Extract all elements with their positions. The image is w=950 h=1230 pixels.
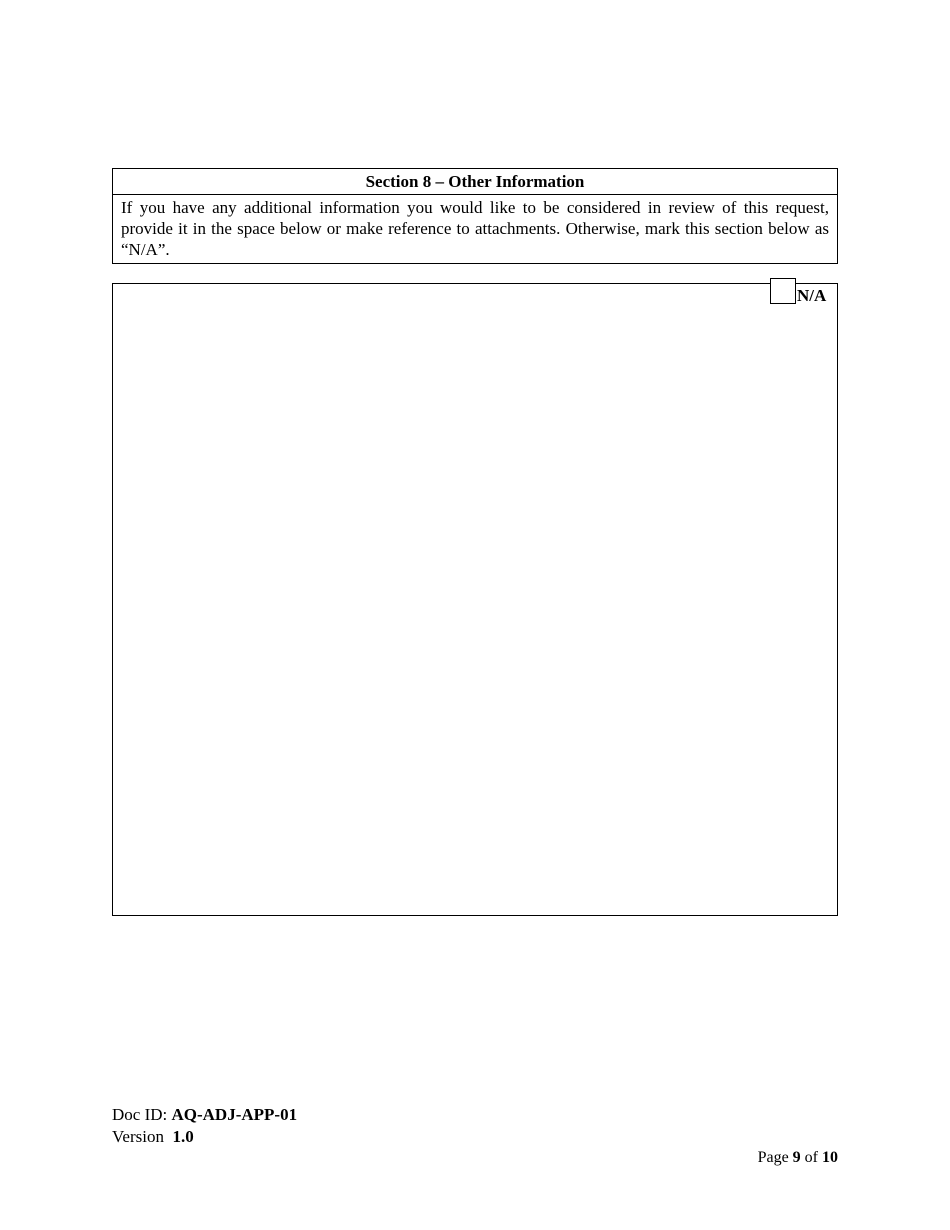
page-current: 9 xyxy=(792,1149,801,1166)
doc-id-line xyxy=(112,1104,297,1126)
section-instructions: If you have any additional information you would like to be considered in review of this request, provide it in the space below or make reference to attachments. Otherwise, mark this section below as “N/A”. xyxy=(121,198,829,259)
na-checkbox[interactable] xyxy=(770,278,796,304)
section-8-table xyxy=(112,168,838,264)
page-number xyxy=(758,1148,838,1168)
version-label: Version xyxy=(112,1127,164,1146)
other-information-text-area[interactable] xyxy=(112,283,838,916)
na-label: N/A xyxy=(797,286,827,305)
document-footer-info xyxy=(112,1104,297,1148)
version-line xyxy=(112,1126,297,1148)
page-of: of xyxy=(804,1149,818,1166)
section-title: Section 8 – Other Information xyxy=(113,169,837,195)
doc-id-label: Doc ID: xyxy=(112,1105,168,1124)
version-value: 1.0 xyxy=(172,1127,194,1146)
page-total: 10 xyxy=(822,1149,838,1166)
doc-id-value: AQ-ADJ-APP-01 xyxy=(171,1105,298,1124)
page-label: Page xyxy=(757,1149,789,1166)
